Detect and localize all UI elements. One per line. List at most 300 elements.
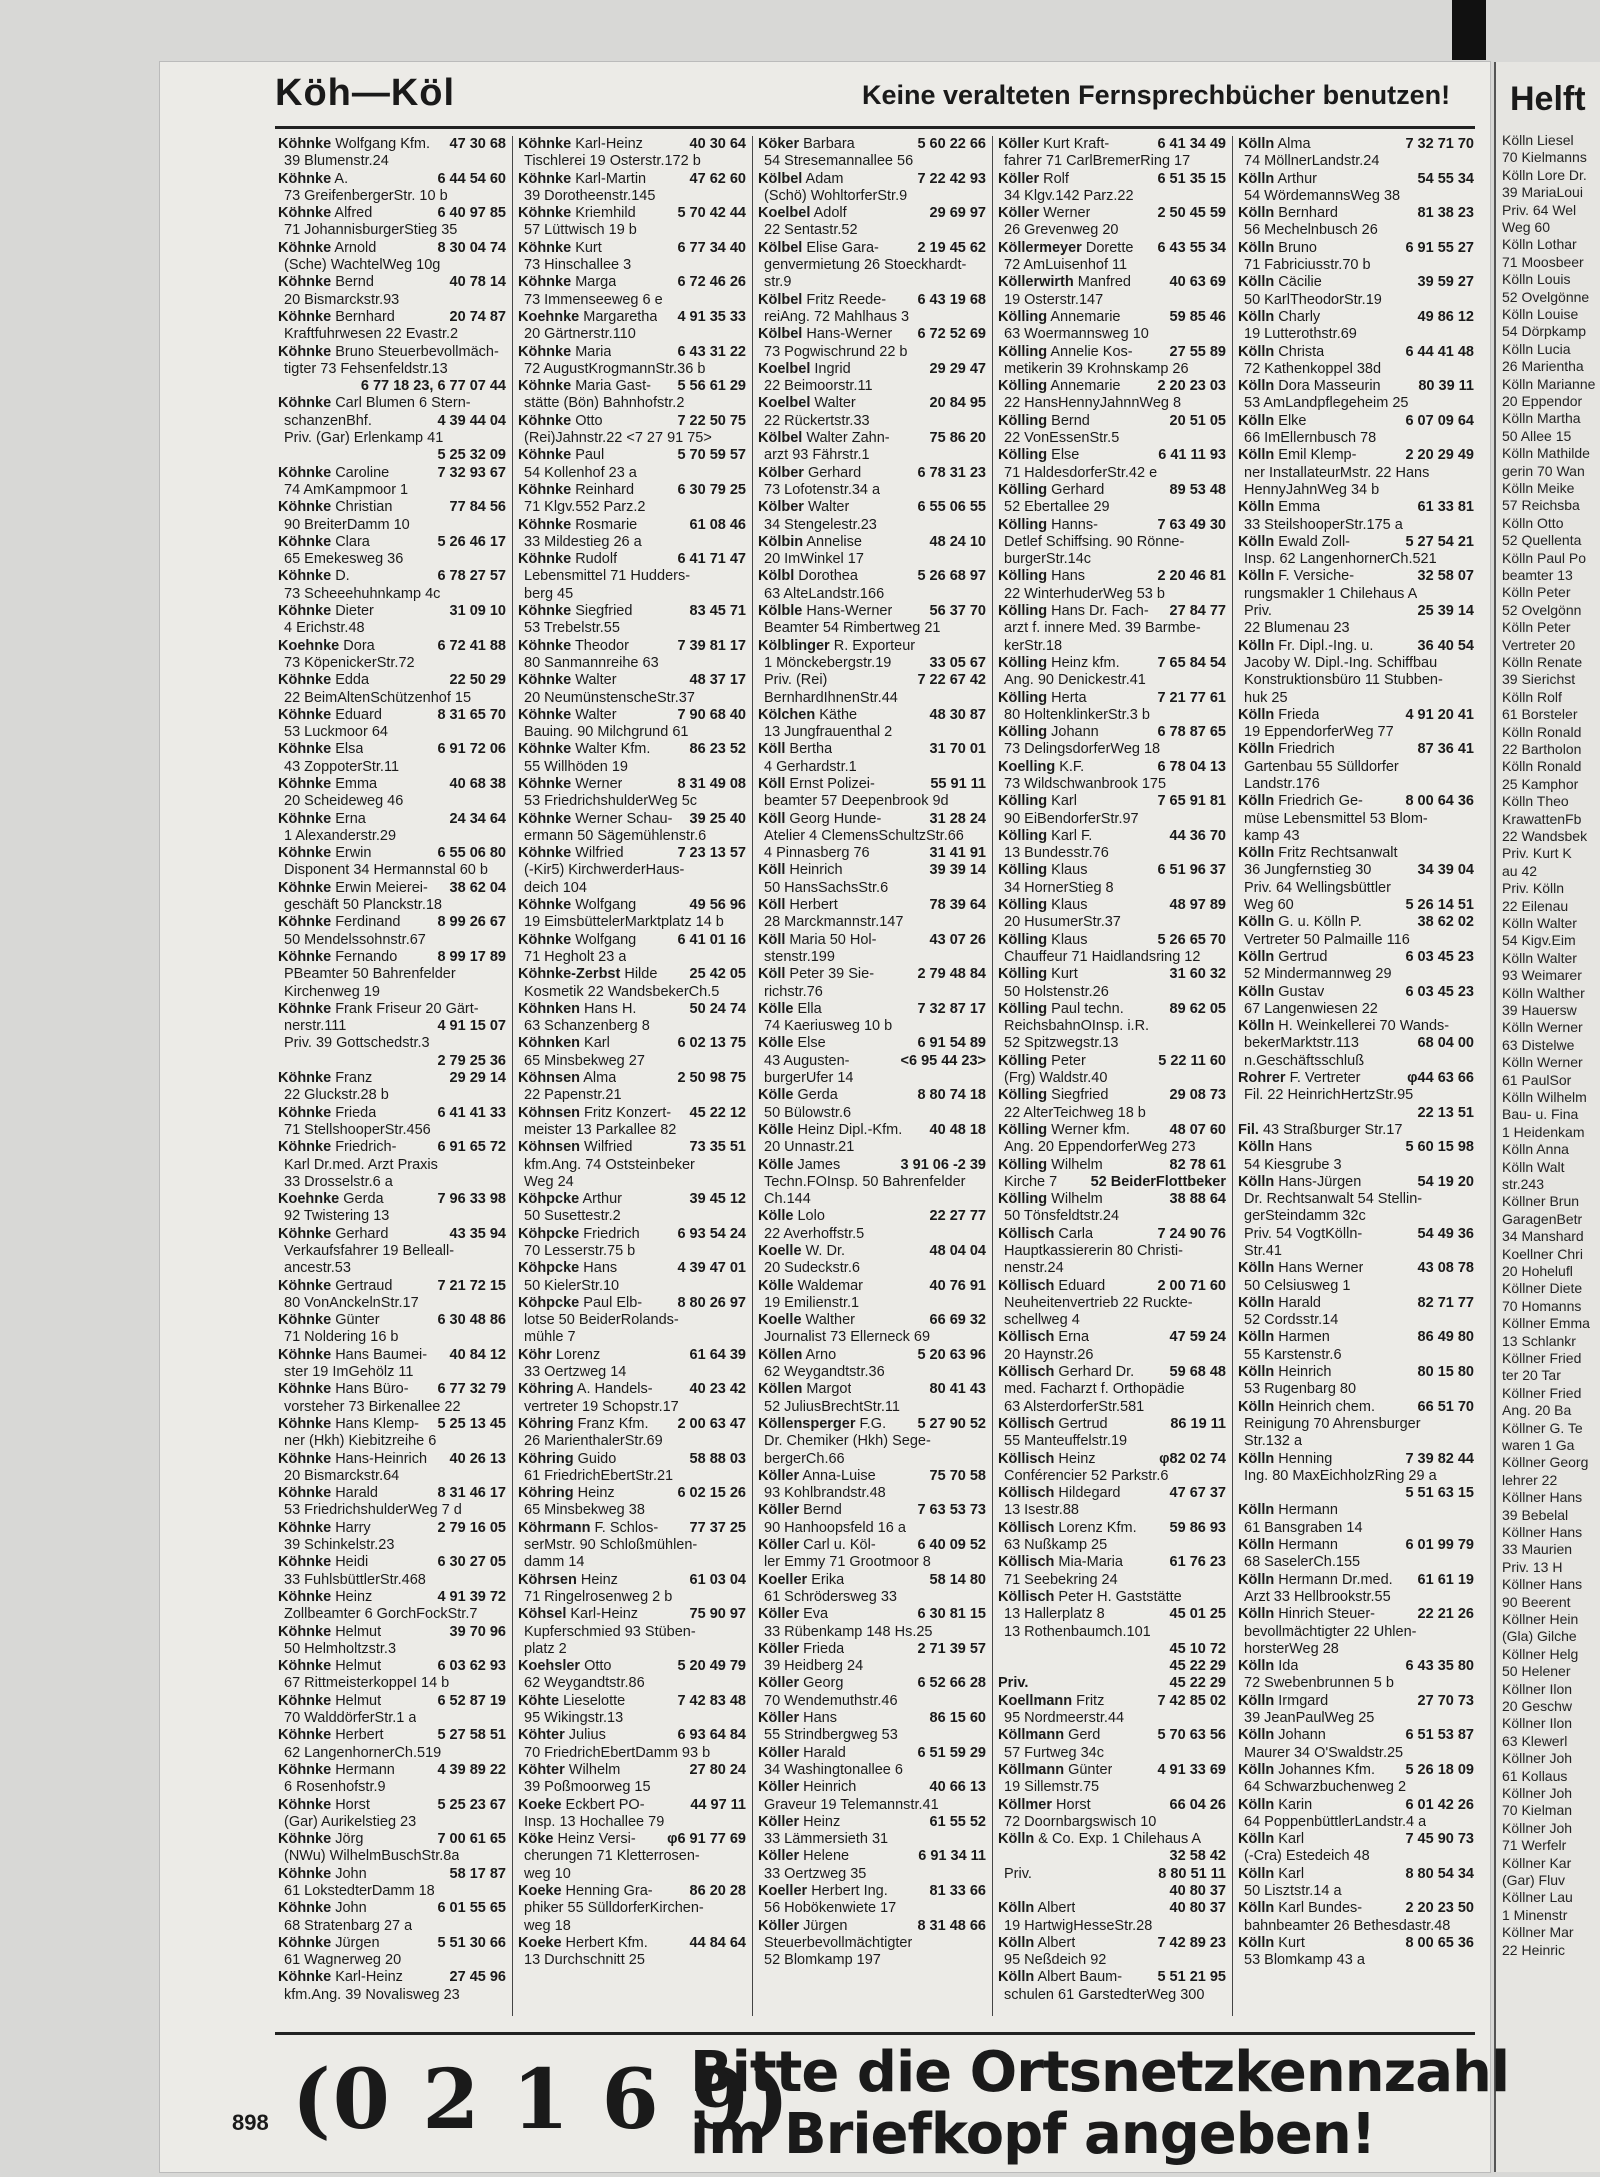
listing-text: 34 HornerStieg 8 [1004,879,1114,896]
listing-surname: Koelling [998,758,1056,775]
listing-text: Str.41 [1244,1243,1282,1259]
listing-text: 73 KöpenickerStr.72 [284,654,415,671]
listing-line [998,1433,1226,1450]
listing-text: Insp. 13 Hochallee 79 [524,1813,665,1830]
listing-line [278,1589,506,1606]
listing-text: Kölln Hermann [1238,1502,1338,1519]
listing-text: Kölling Klaus [998,897,1088,914]
listing-line [278,1831,506,1848]
listing-text: 53 FriedrichshulderWeg 7 d [284,1502,462,1519]
phone-number: 22 27 77 [929,1208,986,1225]
listing-line [518,1918,746,1935]
listing-line [998,1364,1226,1381]
listing-line [758,1727,986,1744]
listing-text: Köhte Lieselotte [518,1692,626,1709]
listing-surname: Köllisch [998,1364,1055,1381]
listing-text: Ing. 80 MaxEichholzRing 29 a [1244,1467,1437,1484]
listing-line [518,638,746,655]
listing-line [758,1035,986,1052]
listing-line [278,326,506,343]
listing-text: 65 Minsbekweg 27 [524,1052,645,1069]
listing-surname: Köhring [518,1415,574,1432]
listing-surname: Köhnke [518,239,572,256]
listing-line [998,862,1226,879]
listing-line [518,465,746,482]
listing-entry [1238,914,1474,949]
phone-number: 6 07 09 64 [1405,412,1474,429]
listing-text: Kölle Gerda [758,1087,838,1104]
phone-number: 39 39 14 [929,862,986,879]
listing-entry [758,1606,986,1641]
listing-entry [518,1139,746,1191]
listing-line [1238,344,1474,361]
phone-number: 6 91 65 72 [437,1139,506,1156]
listing-text: Köllen Arno [758,1346,837,1363]
next-page-line: Vertreter 20 [1502,636,1576,653]
listing-line [1238,1848,1474,1865]
phone-number: 7 63 49 30 [1157,516,1226,533]
listing-line [758,1087,986,1104]
listing-line [278,1900,506,1917]
listing-surname: Kölln [1238,1398,1275,1415]
listing-entry [278,465,506,500]
phone-number: 48 04 04 [929,1243,986,1259]
listing-surname: Köhte [518,1692,560,1709]
listing-surname: Kölln [1238,1571,1275,1588]
next-page-line: Köllner G. Te [1502,1419,1583,1436]
listing-line [1238,517,1474,534]
listing-surname: Koelle [758,1312,802,1329]
listing-text: 63 Nußkamp 25 [1004,1537,1108,1554]
next-page-line: Kölln Theo [1502,793,1569,810]
listing-surname: Köhnke [518,274,572,291]
listing-surname: Kölbl [758,568,795,585]
listing-text: Köhnke Frieda [278,1104,377,1121]
listing-line [998,707,1226,724]
listing-text: 4 Erichstr.48 [284,620,365,637]
phone-number: 6 55 06 55 [917,499,986,516]
phone-number: 48 97 89 [1169,897,1226,914]
listing-surname: Kölln [1238,1900,1275,1917]
next-page-line: Kölln Lucia [1502,340,1571,357]
listing-line [278,1018,506,1035]
phone-number: 75 90 97 [689,1606,746,1623]
listing-entry [998,482,1226,517]
listing-line [518,1520,746,1537]
listing-line [278,1105,506,1122]
phone-number: 58 14 80 [929,1571,986,1588]
phone-number: 6 40 09 52 [917,1537,986,1554]
listing-text: Kölling Annelie Kos- [998,343,1133,360]
next-page-line: 39 MariaLoui [1502,184,1583,201]
phone-number: 6 01 42 26 [1405,1796,1474,1813]
listing-line [758,1468,986,1485]
listing-text: Lebensmittel 71 Hudders- [524,568,691,585]
listing-surname: Kölling [998,603,1048,620]
listing-text: (Schö) WohltorferStr.9 [764,187,908,204]
listing-line [1238,1952,1474,1969]
listing-entry [758,1035,986,1087]
listing-text: Köhnke Gertraud [278,1277,393,1294]
listing-line [278,690,506,707]
listing-surname: Köker [758,136,800,152]
listing-surname: Köhnke [278,343,332,360]
listing-line [518,1295,746,1312]
listing-text: 73 Wildschwanbrook 175 [1004,775,1167,792]
listing-entry [998,568,1226,603]
listing-text: 20 HusumerStr.37 [1004,914,1121,931]
listing-entry [278,949,506,1001]
phone-number: 29 69 97 [929,205,986,222]
listing-text: 74 AmKampmoor 1 [284,481,409,498]
phone-number: 6 01 99 79 [1405,1537,1474,1554]
listing-text: Ang. 90 Denickestr.41 [1004,672,1146,689]
listing-surname: Kölbel [758,430,803,447]
listing-surname: Koeke [518,1882,562,1899]
listing-line [758,465,986,482]
listing-line [758,914,986,931]
listing-line [278,499,506,516]
phone-number: 6 78 87 65 [1157,724,1226,741]
listing-line [518,672,746,689]
listing-entry [758,1779,986,1814]
listing-entry [758,1848,986,1883]
phone-number: 55 91 11 [930,775,986,792]
listing-surname: Köllisch [998,1554,1055,1571]
listing-surname: Köhnke [518,706,572,723]
listing-text: 50 Helmholtzstr.3 [284,1640,397,1657]
listing-text: Köhnke Hans-Heinrich [278,1450,428,1467]
listing-entry [518,1883,746,1935]
listing-text: Köller Eva [758,1606,829,1623]
listing-entry [1238,205,1474,240]
listing-line [278,949,506,966]
listing-line [518,1001,746,1018]
listing-line [998,309,1226,326]
listing-text: Koeke Henning Gra- [518,1882,653,1899]
listing-text: med. Facharzt f. Orthopädie [1004,1381,1185,1398]
listing-surname: Kölln [1238,308,1275,325]
listing-line [998,655,1226,672]
listing-surname: Kölln [1238,741,1275,758]
listing-text: genvermietung 26 Stoeckhardt- [764,257,967,274]
listing-line [758,344,986,361]
listing-line [278,1762,506,1779]
listing-line [758,1693,986,1710]
listing-entry [758,1157,986,1209]
listing-surname: Kölln [1238,1260,1275,1277]
listing-text: Rohrer F. Vertreter [1238,1070,1361,1087]
listing-line [998,1935,1226,1952]
next-page-line: au 42 [1502,862,1538,879]
listing-text: 62 LangenhornerCh.519 [284,1744,442,1761]
listing-surname: Köhnke [278,1139,332,1156]
listing-line [1238,1866,1474,1883]
next-page-line: 1 Heidenkam [1502,1123,1585,1140]
listing-surname: Köhnken [518,1000,581,1017]
listing-text: Koellmann Fritz [998,1692,1105,1709]
listing-text: Köhpcke Paul Elb- [518,1294,643,1311]
listing-line [1238,1416,1474,1433]
listing-text: Köll Peter 39 Sie- [758,966,875,983]
listing-text: Köhring Guido [518,1450,617,1467]
listing-entry [278,1485,506,1520]
next-page-line: 57 Reichsba [1502,497,1580,514]
listing-line [998,1658,1226,1675]
listing-line [278,1174,506,1191]
phone-number: 4 91 15 07 [437,1018,506,1035]
listing-text: Kupferschmied 93 Stüben- [524,1623,696,1640]
phone-number: 5 20 63 96 [917,1346,986,1363]
listing-text: 55 Strindbergweg 53 [764,1727,898,1744]
phone-number: 27 84 77 [1169,603,1226,620]
listing-line [998,690,1226,707]
next-page-line: Kölln Wilhelm [1502,1089,1587,1105]
listing-text: Fil. 22 HeinrichHertzStr.95 [1244,1087,1414,1104]
listing-line [1238,1641,1474,1658]
listing-entry [518,1727,746,1762]
listing-line [998,1502,1226,1519]
listing-text: Dr. Chemiker (Hkh) Sege- [764,1433,931,1450]
listing-text: Köhpcke Hans [518,1260,618,1277]
next-page-line: Köllner Fried [1502,1384,1582,1401]
listing-entry [998,136,1226,171]
listing-text: Kölle Waldemar [758,1277,864,1294]
listing-text: Köhnsen Fritz Konzert- [518,1104,672,1121]
listing-entry [1238,741,1474,793]
listing-entry [1238,1727,1474,1762]
listing-text: 22 Papenstr.21 [524,1087,622,1104]
phone-number: 8 31 46 17 [437,1485,506,1502]
listing-entry [518,551,746,603]
listing-entry [278,274,506,309]
listing-entry [518,1520,746,1572]
listing-text: geschäft 50 Planckstr.18 [284,897,442,914]
listing-surname: Köhnke [278,239,332,256]
listing-line [278,724,506,741]
phone-number: 45 22 12 [689,1104,746,1121]
listing-entry [998,828,1226,863]
listing-line [998,1762,1226,1779]
listing-line [758,620,986,637]
listing-surname: Kölle [758,1000,794,1017]
listing-text: 68 Stratenbarg 27 a [284,1917,413,1934]
phone-number: 8 31 65 70 [437,706,506,723]
next-page-line: 63 Klewerl [1502,1732,1568,1749]
listing-text: bekerMarktstr.113 [1244,1035,1359,1052]
phone-number: 2 50 45 59 [1157,205,1226,222]
phone-number: 8 99 17 89 [437,948,506,965]
listing-text: metikerin 39 Krohnskamp 26 [1004,360,1189,377]
listing-surname: Kölln [1238,1537,1275,1554]
listing-surname: Kölln [1238,1139,1275,1156]
listing-line [518,1624,746,1641]
listing-line [1238,949,1474,966]
listing-line [758,499,986,516]
listing-line [278,1848,506,1865]
listing-text: 71 Klgv.552 Parz.2 [524,499,646,516]
listing-text: Köhnke Jörg [278,1831,364,1848]
listing-entry [278,136,506,171]
listing-line [278,984,506,1001]
listing-surname: Köhnke [278,1450,332,1467]
listing-line [1238,1295,1474,1312]
listing-text: Kölln Heinrich [1238,1364,1332,1381]
listing-surname: Köhnke [518,897,572,914]
listing-text: Kölle Else [758,1035,826,1052]
next-page-line: Kölln Meike [1502,480,1575,496]
listing-surname: Koellmann [998,1692,1073,1709]
listing-line [998,724,1226,741]
listing-entry [1238,1572,1474,1607]
listing-line [1238,1485,1474,1502]
listing-surname: Kölln [1238,914,1275,931]
listing-line [518,1727,746,1744]
listing-text: Köhnke Wolfgang [518,897,637,914]
listing-line [1238,1502,1474,1519]
listing-line [998,1105,1226,1122]
listing-entry [278,1762,506,1797]
listing-line [758,932,986,949]
listing-entry [758,205,986,240]
listing-text: 19 Sillemstr.75 [1004,1779,1100,1796]
listing-text: Kölling Hans Dr. Fach- [998,603,1149,620]
listing-surname: Kölln [1238,983,1275,1000]
listing-text: 22 Blumenau 23 [1244,620,1350,637]
listing-line [998,1589,1226,1606]
listing-surname: Koeke [518,1934,562,1951]
listing-line [278,1139,506,1156]
listing-line [758,1208,986,1225]
listing-line [1238,1520,1474,1537]
listing-line [1238,1554,1474,1571]
listing-line [1238,620,1474,637]
listing-line [278,1433,506,1450]
listing-line [998,1727,1226,1744]
listing-text: 33 Mildestieg 26 a [524,533,642,550]
listing-text: 33 Oertzweg 35 [764,1865,867,1882]
listing-surname: Kölle [758,1156,794,1173]
listing-line [998,1693,1226,1710]
listing-entry [518,171,746,206]
listing-surname: Köhnke [278,914,332,931]
listing-entry [998,1762,1226,1797]
phone-number: 6 43 35 80 [1405,1658,1474,1675]
listing-text: 61 Schrödersweg 33 [764,1588,897,1605]
next-page-line: Köllner Diete [1502,1280,1583,1297]
listing-line [1238,171,1474,188]
listing-line [1238,1347,1474,1364]
listing-column-2 [518,136,746,2026]
listing-text: 20 ImWinkel 17 [764,551,864,568]
listing-line [758,880,986,897]
listing-entry [518,1935,746,1970]
listing-surname: Kölln [998,1969,1035,1986]
listing-line [998,1226,1226,1243]
listing-surname: Köhnke [278,1381,332,1398]
listing-surname: Köhnke [278,274,332,291]
listing-surname: Köll [758,931,786,948]
listing-entry [998,1226,1226,1278]
listing-entry [1238,1364,1474,1399]
phone-number: 6 72 52 69 [917,326,986,343]
listing-line [998,413,1226,430]
phone-number: 86 23 52 [689,741,746,758]
listing-surname: Koelbel [758,360,811,377]
phone-number: 7 45 90 73 [1405,1831,1474,1848]
listing-text: Kölln Karl Bundes- [1238,1900,1363,1917]
phone-number: 56 37 70 [929,603,986,620]
listing-text: 33 Rübenkamp 148 Hs.25 [764,1623,933,1640]
listing-entry [518,1831,746,1883]
listing-text: Insp. 62 LangenhornerCh.521 [1244,551,1437,568]
listing-line [518,932,746,949]
listing-entry [278,1831,506,1866]
listing-line [1238,413,1474,430]
listing-line [998,447,1226,464]
listing-line [998,1243,1226,1260]
listing-surname: Kölln [998,1934,1035,1951]
listing-text: Tischlerei 19 Osterstr.172 b [524,153,701,170]
listing-surname: Köhnke [278,1277,332,1294]
listing-surname: Kölln [1238,568,1275,585]
listing-text: 95 Neßdeich 92 [1004,1952,1107,1969]
listing-text: 39 Poßmoorweg 15 [524,1779,651,1796]
listing-text: 72 AugustKrogmannStr.36 b [524,360,706,377]
listing-entry [278,568,506,603]
listing-line [278,1485,506,1502]
listing-surname: Köhrsen [518,1571,577,1588]
listing-text: Köhnke Harald [278,1485,378,1502]
phone-number: 61 08 46 [689,516,746,533]
phone-number: 27 45 96 [449,1969,506,1986]
listing-entry [758,1745,986,1780]
phone-number: 31 41 91 [929,845,986,862]
listing-text: Köhnke Eduard [278,706,382,723]
phone-number: 40 30 64 [689,136,746,152]
listing-line [518,1053,746,1070]
listing-text: 4 Gerhardstr.1 [764,758,857,775]
listing-line [1238,741,1474,758]
phone-number: 47 67 37 [1169,1485,1226,1502]
listing-line [1238,465,1474,482]
listing-text: reiAng. 72 Mahlhaus 3 [764,308,910,325]
listing-entry [518,776,746,811]
phone-number: 66 04 26 [1169,1796,1226,1813]
listing-entry [998,517,1226,569]
phone-number: 5 25 23 67 [437,1796,506,1813]
phone-number: 77 84 56 [449,499,506,516]
listing-line [998,378,1226,395]
next-page-line: 20 Eppendor [1502,393,1583,409]
listing-entry [278,1070,506,1105]
listing-text: 74 MöllnerLandstr.24 [1244,153,1380,170]
listing-text: Kölln Johann [1238,1727,1326,1744]
listing-line [1238,136,1474,153]
listing-line [998,1018,1226,1035]
listing-line [758,1831,986,1848]
listing-line [998,1485,1226,1502]
listing-line [998,1295,1226,1312]
phone-number: 40 80 37 [1169,1882,1226,1899]
listing-line [1238,759,1474,776]
phone-number: 8 31 48 66 [917,1917,986,1934]
listing-entry [998,1416,1226,1451]
listing-line [278,430,506,447]
listing-text: beamter 57 Deepenbrook 9d [764,793,949,810]
listing-text: Köhpcke Arthur [518,1191,622,1208]
listing-text: 20 Haynstr.26 [1004,1346,1094,1363]
